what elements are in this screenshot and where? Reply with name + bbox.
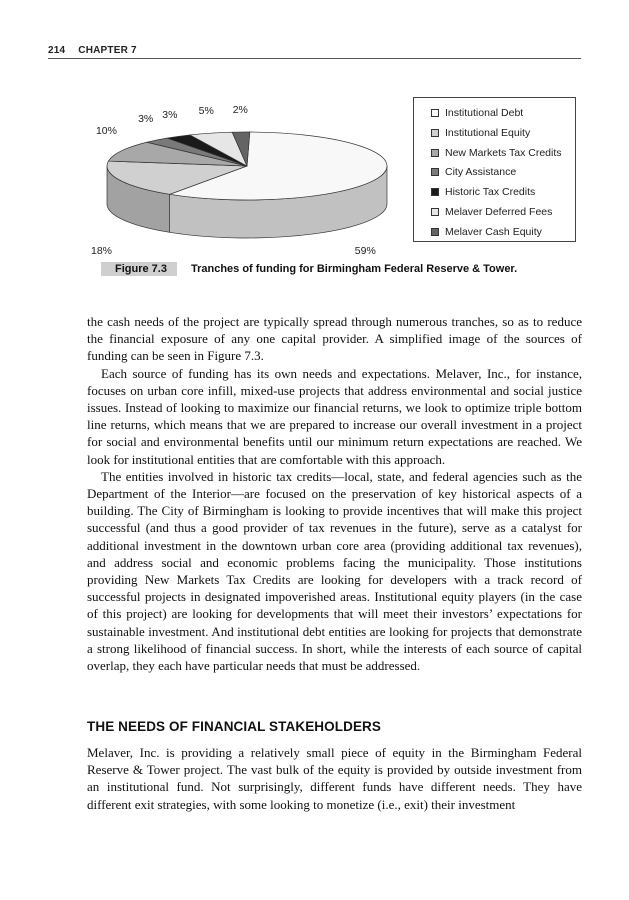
legend-label: Institutional Debt bbox=[445, 107, 524, 119]
running-header bbox=[48, 45, 581, 56]
slice-value-label: 10% bbox=[95, 125, 117, 138]
legend-item bbox=[414, 166, 575, 186]
header-rule bbox=[48, 58, 581, 59]
legend-item bbox=[414, 127, 575, 147]
figure-caption bbox=[101, 262, 581, 276]
legend-swatch bbox=[431, 188, 439, 196]
page-number: 214 bbox=[48, 45, 66, 56]
figure-caption-text: Tranches of funding for Birmingham Federal Reserve & Tower. bbox=[190, 263, 518, 275]
legend-label: Melaver Deferred Fees bbox=[445, 205, 553, 218]
slice-value-label: 18% bbox=[91, 245, 113, 257]
legend-item bbox=[414, 226, 575, 246]
legend-swatch bbox=[431, 149, 439, 157]
legend-label: Historic Tax Credits bbox=[445, 186, 536, 199]
legend-label: New Markets Tax Credits bbox=[445, 146, 562, 159]
legend-swatch bbox=[431, 129, 439, 137]
legend-swatch bbox=[431, 228, 439, 236]
section-heading: THE NEEDS OF FINANCIAL STAKEHOLDERS bbox=[87, 719, 382, 734]
legend-swatch bbox=[431, 109, 439, 117]
chapter-label: CHAPTER 7 bbox=[78, 45, 137, 56]
figure-label: Figure 7.3 bbox=[101, 262, 177, 276]
legend-swatch bbox=[431, 168, 439, 176]
pie-chart bbox=[82, 103, 422, 257]
legend-label: Melaver Cash Equity bbox=[445, 225, 542, 238]
legend-label: Institutional Equity bbox=[445, 126, 531, 139]
legend-swatch bbox=[431, 208, 439, 216]
legend-item bbox=[414, 107, 575, 127]
slice-value-label: 3% bbox=[162, 108, 178, 121]
slice-value-label: 2% bbox=[232, 103, 248, 116]
paragraph: the cash needs of the project are typically spread through numerous tranches, so as to reduce the financial exposure of any one capital provider. A simplified image of the sources of funding can be seen in Figure 7.3. bbox=[87, 314, 582, 364]
slice-value-label: 3% bbox=[138, 112, 154, 125]
legend-label: City Assistance bbox=[445, 166, 517, 179]
legend-item bbox=[414, 206, 575, 226]
legend-item bbox=[414, 147, 575, 167]
legend-item bbox=[414, 186, 575, 206]
body-text bbox=[87, 313, 582, 674]
slice-value-label: 5% bbox=[198, 105, 214, 118]
paragraph: Melaver, Inc. is providing a relatively small piece of equity in the Birmingham Federal Reserve & Tower project. The vast bulk of the equity is provided by outside investment from an institutional fund. Not surprisingly, different funds have different needs. They have different exit strategies, with some looking to monetize (i.e., exit) their investment bbox=[87, 745, 582, 812]
section-body bbox=[87, 744, 582, 813]
paragraph: The entities involved in historic tax credits—local, state, and federal agencies such as the Department of the Interior—are focused on the preservation of key historical aspects of a building. The City of Birmingham is looking to provide incentives that will make this project successful (and thus a good provider of tax revenues in the future), serve as a catalyst for additional investment in the downtown urban core area (providing additional tax revenues), and address social and economic problems facing the municipality. Those institutions providing New Markets Tax Credits are looking for developers with a track record of successful projects in designated impoverished areas. Institutional equity players (in the case of this project) are looking for developments that will meet their investors’ expectations for sustainable investment. And institutional debt entities are looking for projects that demonstrate a strong likelihood of financial success. In short, while the interests of each source of capital overlap, they each have particular needs that must be addressed. bbox=[87, 468, 582, 674]
slice-value-label: 59% bbox=[354, 245, 376, 257]
chart-legend bbox=[413, 97, 576, 242]
paragraph: Each source of funding has its own needs and expectations. Melaver, Inc., for instance, focuses on urban core infill, mixed-use projects that address environmental and social justice issues. Instead of looking to maximize our financial returns, we look to optimize triple bottom line returns, which means that we are prepared to increase our overall investment in a project for social and environmental benefits until our minimum return expectations are reached. We look for institutional entities that are comfortable with this approach. bbox=[87, 365, 582, 467]
